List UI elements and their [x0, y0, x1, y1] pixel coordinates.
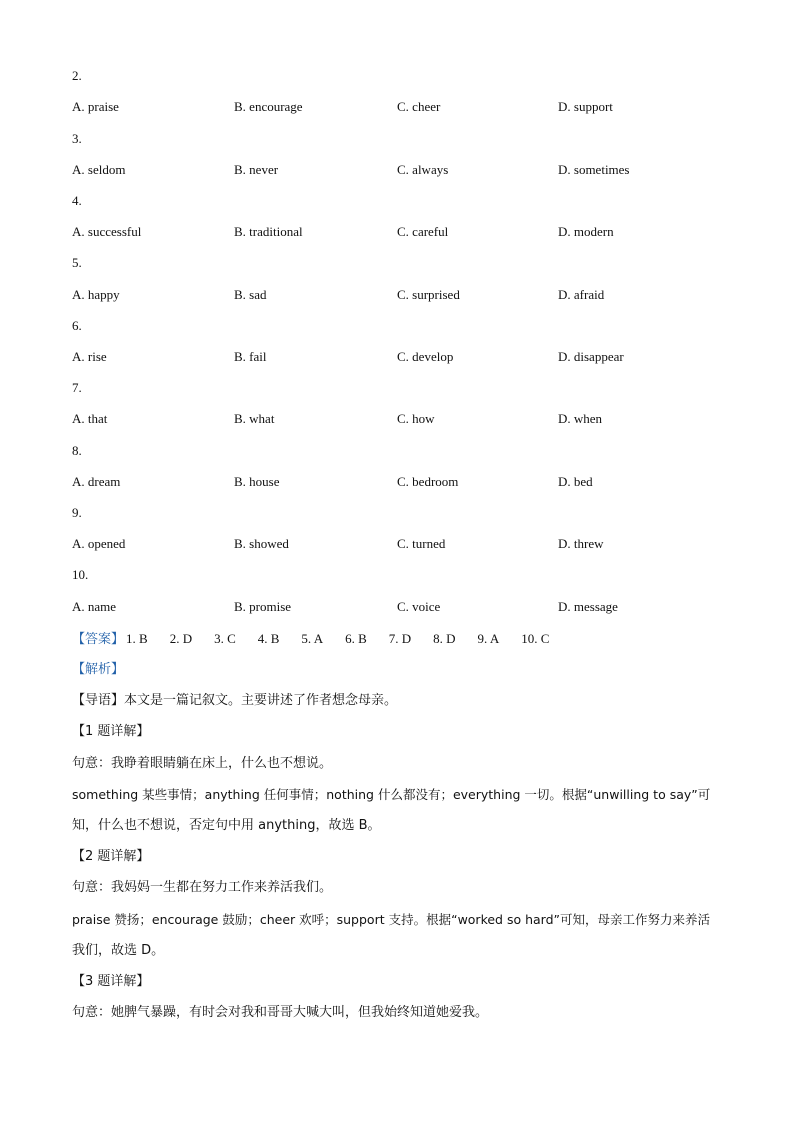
lead-label: 【导语】 [72, 693, 125, 708]
question-number: 3. [72, 131, 82, 146]
option-c: C. surprised [397, 287, 460, 302]
option-b: B. sad [234, 287, 267, 302]
answer-item: 6. B [345, 631, 367, 646]
option-c: C. always [397, 162, 449, 177]
detail-2-explanation-line: praise 赞扬；encourage 鼓励；cheer 欢呼；support 支持。根据“worked so hard”可知，母亲工作努力来养活 [72, 912, 711, 927]
question-number: 10. [72, 567, 89, 582]
question-number: 7. [72, 380, 82, 395]
option-row [72, 599, 752, 615]
option-b: B. traditional [234, 224, 303, 239]
option-d: D. message [558, 599, 618, 614]
option-d: D. support [558, 99, 613, 114]
detail-2-meaning: 句意：我妈妈一生都在努力工作来养活我们。 [72, 880, 333, 895]
question-number: 2. [72, 68, 82, 83]
option-row [72, 287, 752, 303]
question-number: 9. [72, 505, 82, 520]
detail-1-meaning: 句意：我睁着眼睛躺在床上，什么也不想说。 [72, 756, 333, 771]
question-number: 8. [72, 443, 82, 458]
answer-item: 9. A [477, 631, 500, 646]
option-a: A. opened [72, 536, 126, 551]
detail-1-explanation-line: something 某些事情；anything 任何事情；nothing 什么都没有；everything 一切。根据“unwilling to say”可 [72, 787, 711, 802]
option-b: B. never [234, 162, 279, 177]
option-d: D. when [558, 411, 603, 426]
lead-paragraph [72, 685, 722, 716]
option-a: A. rise [72, 349, 107, 364]
option-d: D. sometimes [558, 162, 630, 177]
option-a: A. seldom [72, 162, 126, 177]
option-b: B. showed [234, 536, 289, 551]
option-row [72, 349, 752, 365]
answer-item: 1. B [126, 631, 148, 646]
answer-item: 5. A [301, 631, 324, 646]
detail-1-label: 【1 题详解】 [72, 724, 150, 739]
detail-2-label: 【2 题详解】 [72, 849, 150, 864]
option-c: C. turned [397, 536, 446, 551]
option-c: C. bedroom [397, 474, 459, 489]
option-a: A. that [72, 411, 108, 426]
option-c: C. how [397, 411, 435, 426]
question-number: 5. [72, 255, 82, 270]
option-d: D. disappear [558, 349, 624, 364]
answer-item: 7. D [388, 631, 412, 646]
option-b: B. what [234, 411, 275, 426]
option-a: A. happy [72, 287, 120, 302]
option-row [72, 224, 752, 240]
answer-item: 4. B [257, 631, 280, 646]
option-row [72, 99, 752, 115]
option-b: B. fail [234, 349, 267, 364]
option-row [72, 411, 752, 427]
detail-3-label: 【3 题详解】 [72, 974, 150, 989]
detail-2-explanation-line: 我们，故选 D。 [72, 943, 165, 958]
answer-item: 3. C [214, 631, 236, 646]
option-row [72, 536, 752, 552]
option-b: B. encourage [234, 99, 303, 114]
option-b: B. promise [234, 599, 292, 614]
option-d: D. threw [558, 536, 604, 551]
option-d: D. modern [558, 224, 614, 239]
option-c: C. careful [397, 224, 449, 239]
option-b: B. house [234, 474, 280, 489]
option-row [72, 474, 752, 490]
option-d: D. afraid [558, 287, 605, 302]
answer-label: 【答案】 [72, 632, 125, 647]
option-d: D. bed [558, 474, 593, 489]
option-a: A. praise [72, 99, 119, 114]
analysis-label: 【解析】 [72, 662, 125, 677]
detail-3-meaning: 句意：她脾气暴躁，有时会对我和哥哥大喊大叫，但我始终知道她爱我。 [72, 1005, 489, 1020]
answer-item: 2. D [169, 631, 193, 646]
option-c: C. develop [397, 349, 454, 364]
answer-item: 10. C [521, 631, 550, 646]
option-a: A. dream [72, 474, 121, 489]
option-c: C. cheer [397, 99, 441, 114]
option-a: A. successful [72, 224, 142, 239]
lead-text: 本文是一篇记叙文。主要讲述了作者想念母亲。 [124, 693, 398, 708]
question-number: 4. [72, 193, 82, 208]
detail-1-explanation-line: 知，什么也不想说，否定句中用 anything，故选 B。 [72, 818, 381, 833]
option-c: C. voice [397, 599, 441, 614]
question-number: 6. [72, 318, 82, 333]
option-a: A. name [72, 599, 117, 614]
answer-key [72, 630, 571, 648]
answer-item: 8. D [433, 631, 456, 646]
option-row [72, 162, 752, 178]
